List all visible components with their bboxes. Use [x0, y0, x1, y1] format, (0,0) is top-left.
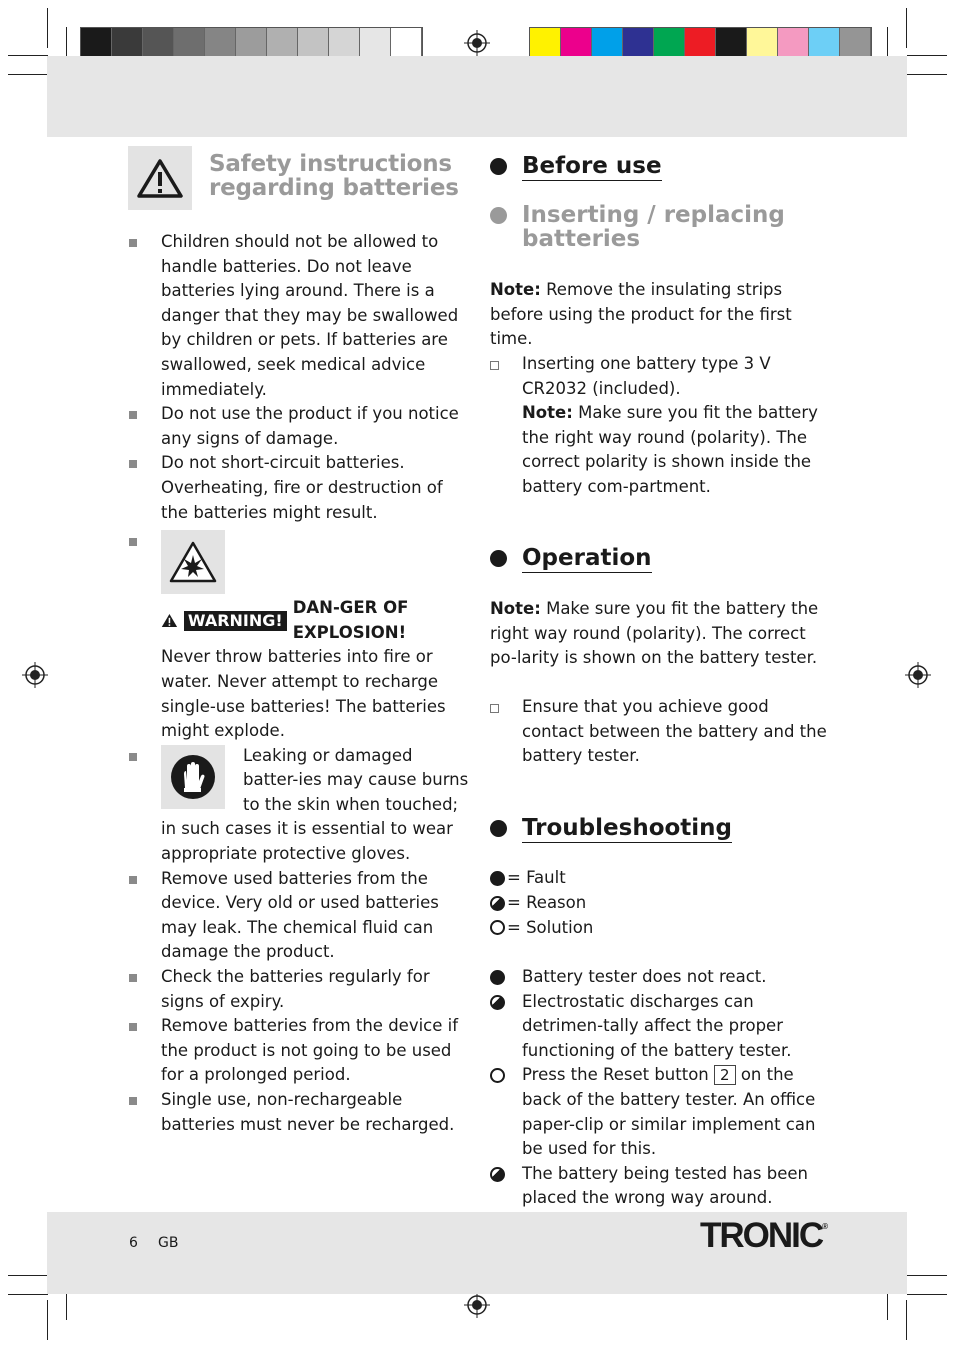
list-item: Children should not be allowed to handle batteries. Do not leave batteries lying around. There is a danger that they may be swallowed by children or pets. If batteries are swallowed, seek medical advice immediately. [128, 230, 473, 402]
step-insert-battery: Inserting one battery type 3 V CR2032 (included). Note: Make sure you fit the battery the right way round (polarity). The correct polarity is shown inside the battery com-partment. [490, 352, 830, 500]
crop-mark [8, 1275, 48, 1276]
safety-title: Safety instructions regarding batteries [209, 151, 459, 201]
list-item: Battery tester does not react. [490, 965, 830, 990]
list-item: Press the Reset button 2 on the back of the battery tester. An office paper-clip or similar implement can be used for this. [490, 1063, 830, 1161]
safety-list [128, 230, 473, 1137]
symbol-legend [490, 866, 593, 940]
bullet-square-icon [129, 411, 137, 419]
color-swatch [205, 28, 236, 59]
section-bullet-icon [490, 820, 507, 837]
section-bullet-icon [490, 207, 507, 224]
warning-triangle-icon [161, 611, 178, 630]
list-item: Do not short-circuit batteries. Overheating, fire or destruction of the batteries might result. [128, 451, 473, 525]
color-swatch [174, 28, 205, 59]
section-heading-inserting: Inserting / replacing batteries [490, 203, 785, 253]
crop-mark [907, 1294, 947, 1295]
bullet-square-icon [129, 753, 137, 761]
color-swatch [778, 28, 809, 59]
color-swatch [530, 28, 561, 59]
bullet-square-icon [129, 1097, 137, 1105]
crop-mark [907, 74, 947, 75]
solution-icon [490, 1068, 505, 1083]
crop-mark [887, 27, 888, 57]
crop-mark [47, 1300, 48, 1340]
step-box-icon [490, 361, 499, 370]
registration-mark-icon [22, 662, 48, 688]
list-item: Remove batteries from the device if the product is not going to be used for a prolonged period. [128, 1014, 473, 1088]
language-code: GB [158, 1235, 179, 1251]
color-swatch [267, 28, 298, 59]
crop-mark [66, 1290, 67, 1320]
page-number: 6 [129, 1235, 138, 1251]
color-swatch [561, 28, 592, 59]
section-bullet-icon [490, 550, 507, 567]
crop-mark [906, 1300, 907, 1340]
section-heading-operation: Operation [490, 546, 652, 573]
registration-mark-icon [464, 1292, 490, 1318]
bullet-square-icon [129, 239, 137, 247]
color-swatch [809, 28, 840, 59]
crop-mark [8, 74, 48, 75]
reason-icon [490, 1167, 505, 1182]
list-item: Single use, non-rechargeable batteries must never be recharged. [128, 1088, 473, 1137]
explosion-icon [161, 530, 225, 594]
color-swatch [298, 28, 329, 59]
header-band [47, 56, 907, 137]
note-polarity: Note: Make sure you fit the battery the right way round (polarity). The correct po-larity is shown on the battery tester. [490, 599, 819, 668]
note-insulating-strips: Note: Remove the insulating strips before using the product for the first time. [490, 280, 792, 349]
list-item: Remove used batteries from the device. Very old or used batteries may leak. The chemical fluid can damage the product. [128, 867, 473, 965]
list-item: Electrostatic discharges can detrimen-tally affect the proper functioning of the battery tester. [490, 990, 830, 1064]
legend-solution: = Solution [490, 916, 593, 941]
registration-mark-icon [905, 662, 931, 688]
color-swatch [654, 28, 685, 59]
color-swatch [716, 28, 747, 59]
color-swatch [329, 28, 360, 59]
solution-icon [490, 920, 505, 935]
legend-reason: = Reason [490, 891, 593, 916]
color-swatch [747, 28, 778, 59]
list-item: WARNING! DAN-GER OF EXPLOSION! Never throw batteries into fire or water. Never attempt to recharge single-use batteries! The batteries might explode. [128, 529, 473, 744]
color-swatch [840, 28, 871, 59]
warning-triangle-icon [128, 146, 192, 210]
crop-mark [8, 55, 48, 56]
list-item: The battery being tested has been placed the wrong way around. [490, 1162, 830, 1211]
reason-icon [490, 896, 505, 911]
crop-mark [8, 1294, 48, 1295]
list-item: Leaking or damaged batter-ies may cause burns to the skin when touched; in such cases it is essential to wear appropriate protective gloves. [128, 744, 473, 867]
brand-logo: TRONIC® [700, 1216, 829, 1255]
color-swatch [685, 28, 716, 59]
crop-mark [887, 1290, 888, 1320]
troubleshooting-list [490, 965, 830, 1211]
color-swatch [81, 28, 112, 59]
reason-icon [490, 995, 505, 1010]
bullet-square-icon [129, 974, 137, 982]
color-swatch [360, 28, 391, 59]
fault-icon [490, 970, 505, 985]
crop-mark [907, 1275, 947, 1276]
section-heading-troubleshooting: Troubleshooting [490, 816, 732, 843]
crop-mark [906, 8, 907, 48]
color-swatch [391, 28, 422, 59]
list-item: Check the batteries regularly for signs of expiry. [128, 965, 473, 1014]
color-swatch [592, 28, 623, 59]
crop-mark [66, 27, 67, 57]
color-swatch [143, 28, 174, 59]
registration-mark-icon [464, 30, 490, 56]
color-swatch [112, 28, 143, 59]
warning-heading: WARNING! DAN-GER OF EXPLOSION! [161, 596, 473, 645]
color-swatch [236, 28, 267, 59]
step-box-icon [490, 704, 499, 713]
section-bullet-icon [490, 158, 507, 175]
fault-icon [490, 871, 505, 886]
bullet-square-icon [129, 1023, 137, 1031]
crop-mark [47, 8, 48, 48]
list-item: Do not use the product if you notice any signs of damage. [128, 402, 473, 451]
protective-gloves-icon [161, 745, 225, 809]
legend-fault: = Fault [490, 866, 593, 891]
bullet-square-icon [129, 876, 137, 884]
step-good-contact: Ensure that you achieve good contact between the battery and the battery tester. [490, 695, 830, 769]
reset-button-ref: 2 [714, 1065, 736, 1085]
bullet-square-icon [129, 538, 137, 546]
bullet-square-icon [129, 460, 137, 468]
section-heading-before-use: Before use [490, 154, 662, 181]
color-swatch [623, 28, 654, 59]
crop-mark [907, 55, 947, 56]
